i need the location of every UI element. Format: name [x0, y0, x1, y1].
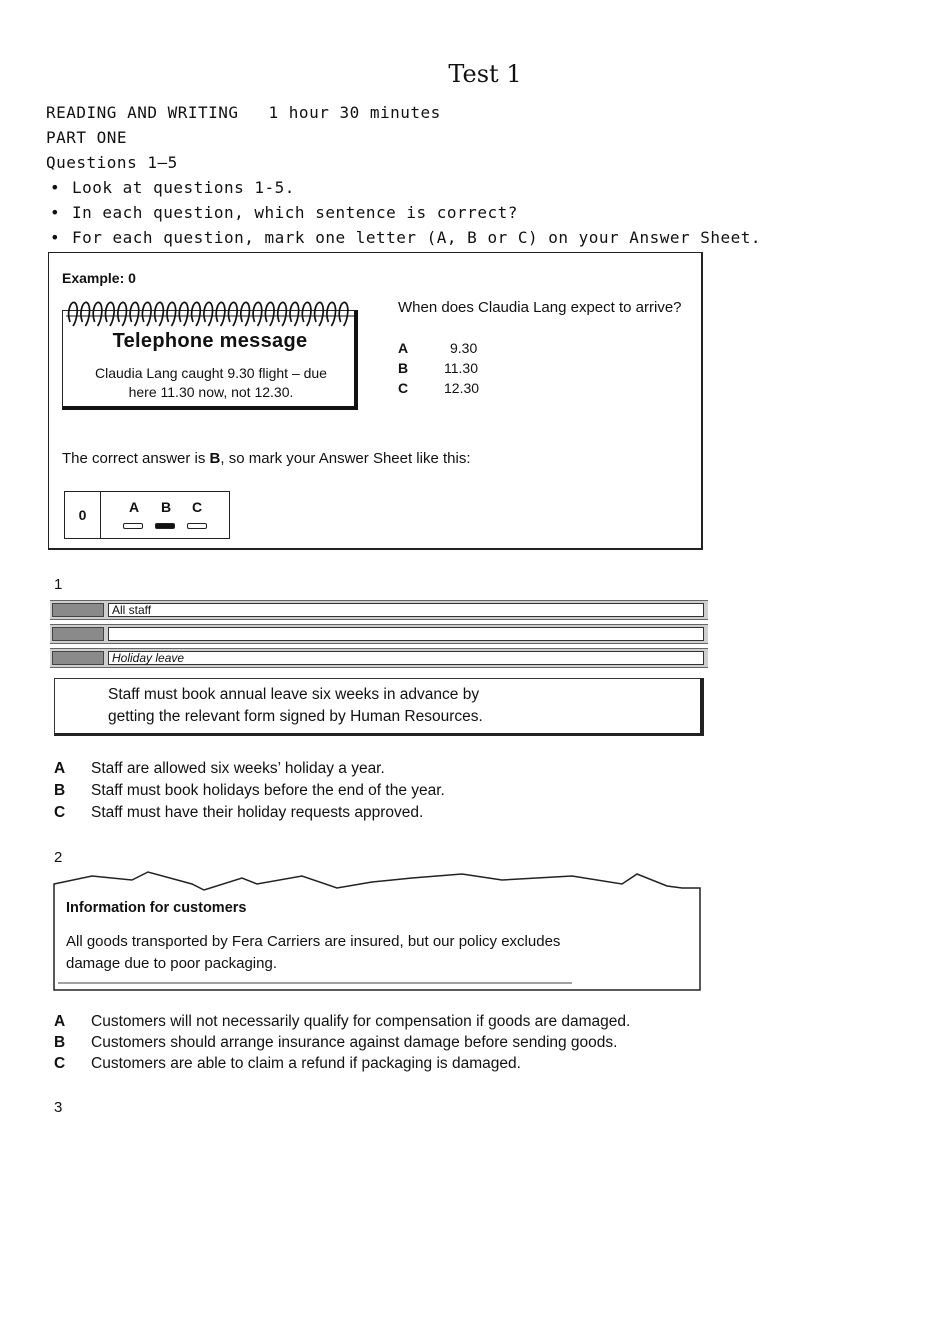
answer-sheet-sample [64, 491, 230, 539]
answer-option: B Staff must book holidays before the end of the year. [54, 782, 445, 799]
instruction-item: • Look at questions 1-5. [50, 178, 295, 197]
answer-option: B Customers should arrange insurance against damage before sending goods. [54, 1034, 618, 1051]
cc-button [52, 627, 104, 641]
notice-body: All goods transported by Fera Carriers are insured, but our policy excludes damage due to poor packaging. [66, 933, 561, 972]
notice-title: Information for customers [66, 900, 247, 916]
answer-lozenge-b [155, 523, 175, 529]
example-label: Example: 0 [62, 270, 136, 286]
example-question: When does Claudia Lang expect to arrive? [398, 299, 682, 316]
question-number: 2 [54, 849, 63, 866]
email-cc-field [108, 627, 704, 641]
email-subject-field: Holiday leave [108, 651, 704, 665]
subject-button [52, 651, 104, 665]
email-cc-row [50, 624, 708, 644]
example-option: C 12.30 [398, 380, 480, 396]
example-option: B 11.30 [398, 360, 478, 376]
question-number: 1 [54, 576, 63, 593]
section-heading [46, 103, 441, 122]
to-button [52, 603, 104, 617]
answer-letter: B [161, 499, 172, 515]
telephone-message-body: Claudia Lang caught 9.30 flight – due here 11.30 now, not 12.30. [95, 365, 327, 400]
email-subject-row [50, 648, 708, 668]
answer-letter: C [192, 499, 203, 515]
section-name: READING AND WRITING [46, 103, 239, 122]
questions-range: Questions 1—5 [46, 153, 178, 172]
answer-lozenge-a [123, 523, 143, 529]
answer-number: 0 [65, 492, 101, 538]
instruction-item: • For each question, mark one letter (A, B or C) on your Answer Sheet. [50, 228, 762, 247]
email-to-field: All staff [108, 603, 704, 617]
email-to-row [50, 600, 708, 620]
answer-option: A Staff are allowed six weeks’ holiday a year. [54, 760, 385, 777]
answer-option: C Staff must have their holiday requests approved. [54, 804, 424, 821]
page-title: Test 1 [448, 60, 522, 88]
correct-answer-text: The correct answer is B, so mark your Answer Sheet like this: [62, 450, 471, 467]
telephone-message-title: Telephone message [112, 330, 308, 352]
answer-letter: A [129, 499, 140, 515]
answer-option: C Customers are able to claim a refund if packaging is damaged. [54, 1055, 521, 1072]
example-option: A 9.30 [398, 340, 478, 356]
part-heading: PART ONE [46, 128, 128, 147]
spiral-binding-icon [64, 296, 356, 332]
answer-lozenge-c [187, 523, 207, 529]
section-duration: 1 hour 30 minutes [268, 103, 441, 122]
instruction-item: • In each question, which sentence is correct? [50, 203, 518, 222]
email-body-text: Staff must book annual leave six weeks in advance by getting the relevant form signed by Human Resources. [108, 686, 483, 725]
question-number: 3 [54, 1099, 63, 1116]
answer-option: A Customers will not necessarily qualify for compensation if goods are damaged. [54, 1013, 631, 1030]
